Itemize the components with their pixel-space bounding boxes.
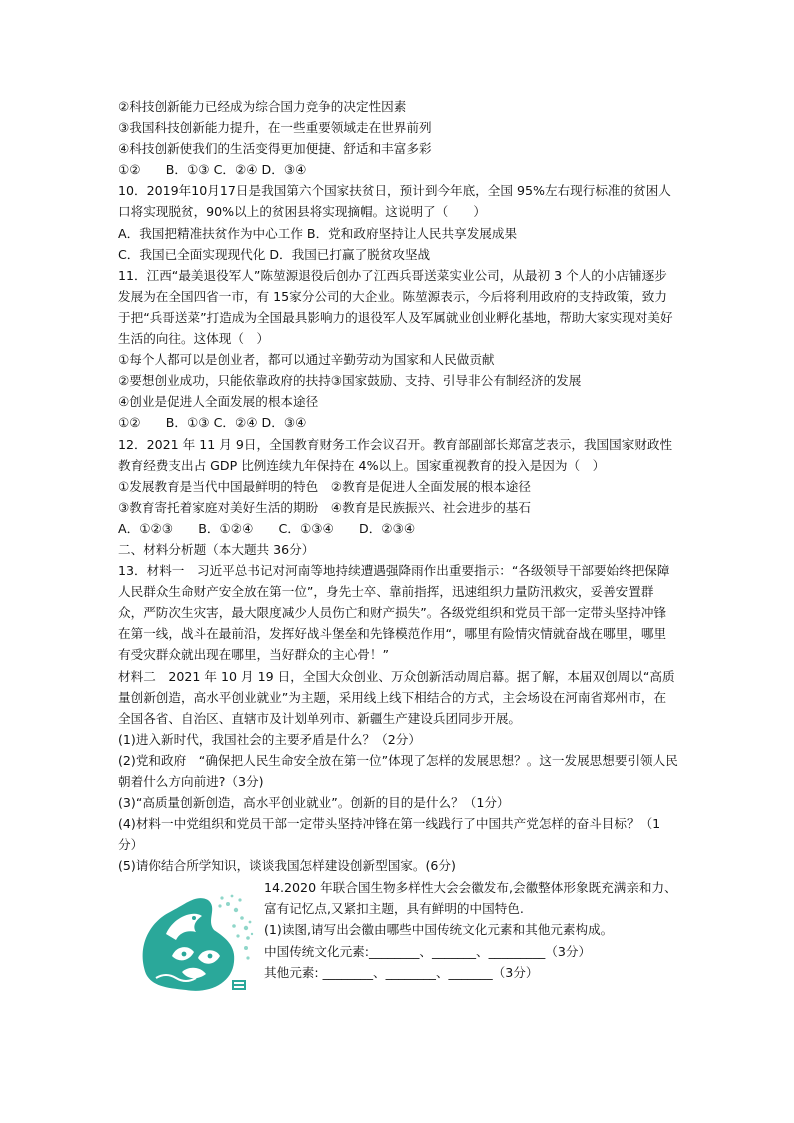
q9-item-2: ②科技创新能力已经成为综合国力竞争的决定性因素 [118, 99, 407, 114]
q11-item-2-3: ②要想创业成功，只能依靠政府的扶持③国家鼓励、支持、引导非公有制经济的发展 [118, 373, 582, 389]
q12-items-1-2: ①发展教育是当代中国最鲜明的特色 ②教育是促进人全面发展的根本途径 [118, 478, 531, 494]
section-title: 二、材料分析题（本大题共 36分） [118, 541, 315, 557]
q11-options: ①② B．①③ C．②④ D．③④ [118, 415, 307, 431]
q9-item-4: ④科技创新使我们的生活变得更加便捷、舒适和丰富多彩 [118, 141, 432, 157]
q9-options: ①② B．①③ C．②④ D．③④ [118, 162, 307, 178]
q14-text [264, 878, 684, 982]
q11-item-4: ④创业是促进人全面发展的根本途径 [118, 394, 319, 410]
exam-page [118, 96, 678, 1008]
q10-stem: 10．2019年10月17日是我国第六个国家扶贫日，预计到今年底，全国 95%左右现行标准的贫困人口将实现脱贫，90%以上的贫困县将实现摘帽。这说明了（ ） [118, 183, 671, 220]
q14-stem: 14.2020 年联合国生物多样性大会会徽发布,会徽整体形象既充满亲和力、富有记忆点,又紧扣主题，具有鲜明的中国特色. [264, 880, 677, 916]
cop15-emblem-icon [136, 886, 256, 998]
q11-stem: 11．江西“最美退役军人”陈堃源退役后创办了江西兵哥送菜实业公司，从最初 3 个人的小店铺逐步发展为在全国四省一市，有 15家分公司的大企业。陈堃源表示，今后将利用政府的支持政策，致力于把“兵哥送菜”打造成为全国最具影响力的退役军人及军属就业创业孵化基地，帮助大家实现对美好生活的向往。这体现（ ） [118, 267, 673, 347]
q13-sub-5: (5)请你结合所学知识，谈谈我国怎样建设创新型国家。(6分) [118, 858, 456, 874]
q14-other-blanks[interactable]: 其他元素: ________、________、_______（3分） [264, 964, 539, 980]
q13-material-2: 材料二 2021 年 10 月 19 日，全国大众创业、万众创新活动周启幕。据了解，本届双创周以“高质量创新创造，高水平创业就业”为主题，采用线上线下相结合的方式，主会场设在河南省郑州市，在全国各省、自治区、直辖市及计划单列市、新疆生产建设兵团同步开展。 [118, 668, 675, 726]
q10-options-ab: A．我国把精准扶贫作为中心工作 B．党和政府坚持让人民共享发展成果 [118, 225, 518, 241]
q12-stem: 12．2021 年 11 月 9日，全国教育财务工作会议召开。教育部副部长郑富芝表示，我国国家财政性教育经费支出占 GDP 比例连续九年保持在 4%以上。国家重视教育的投入是因为（ ） [118, 436, 673, 473]
q11-item-1: ①每个人都可以是创业者，都可以通过辛勤劳动为国家和人民做贡献 [118, 352, 495, 368]
q13-sub-3: (3)“高质量创新创造，高水平创业就业”。创新的目的是什么？（1分） [118, 795, 510, 811]
q12-items-3-4: ③教育寄托着家庭对美好生活的期盼 ④教育是民族振兴、社会进步的基石 [118, 499, 531, 515]
q14-block [118, 878, 678, 1008]
q9-item-3: ③我国科技创新能力提升，在一些重要领域走在世界前列 [118, 120, 432, 136]
q14-traditional-blanks[interactable]: 中国传统文化元素:________、_______、_________（3分） [264, 943, 592, 959]
q13-sub-2: (2)党和政府 “确保把人民生命安全放在第一位”体现了怎样的发展思想？。这一发展思想要引领人民朝着什么方向前进?（3分) [118, 752, 678, 789]
q14-sub-1: (1)读图,请写出会徽由哪些中国传统文化元素和其他元素构成。 [264, 922, 614, 938]
q13-sub-1: (1)进入新时代，我国社会的主要矛盾是什么？（2分） [118, 731, 421, 747]
q13-material-1: 13．材料一 习近平总书记对河南等地持续遭遇强降雨作出重要指示：“各级领导干部要始终把保障人民群众生命财产安全放在第一位”，身先士卒、靠前指挥，迅速组织力量防汛救灾，妥善安置群众，严防次生灾害，最大限度减少人员伤亡和财产损失”。各级党组织和党员干部一定带头坚持冲锋在第一线，战斗在最前沿，发挥好战斗堡垒和先锋模范作用“，哪里有险情灾情就奋战在哪里，哪里有受灾群众就出现在哪里，当好群众的主心骨！” [118, 563, 670, 663]
q10-options-cd: C．我国已全面实现现代化 D．我国已打赢了脱贫攻坚战 [118, 246, 431, 262]
q13-sub-4: (4)材料一中党组织和党员干部一定带头坚持冲锋在第一线践行了中国共产党怎样的奋斗目标？（1分） [118, 816, 661, 853]
q12-options: A．①②③ B．①②④ C．①③④ D．②③④ [118, 520, 416, 536]
